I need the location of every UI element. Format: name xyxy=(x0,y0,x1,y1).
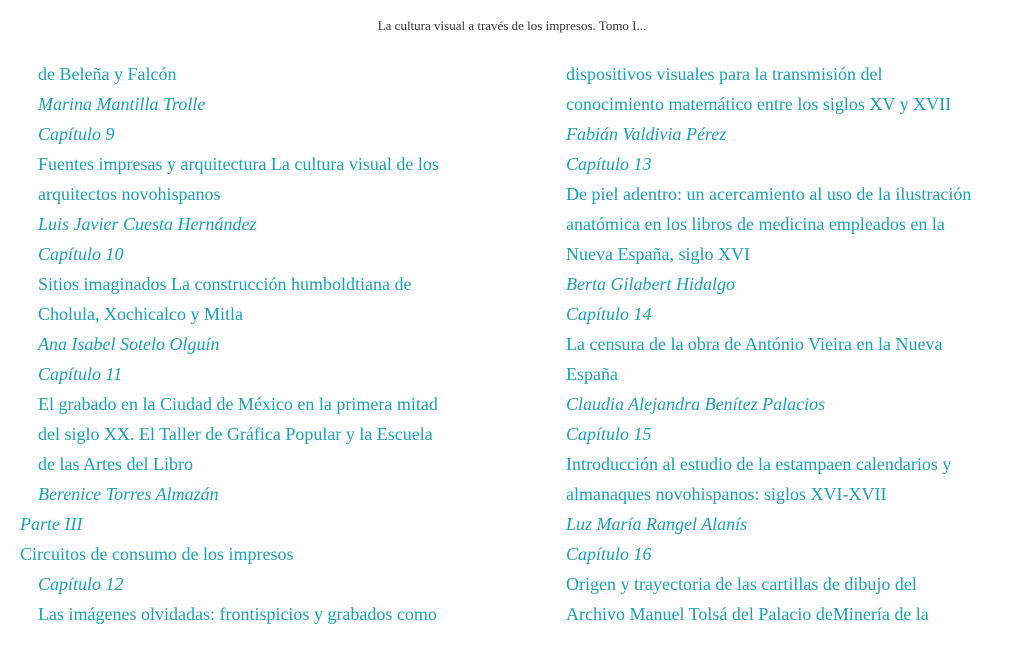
toc-link[interactable]: Fuentes impresas y arquitectura La cultura visual de los xyxy=(38,154,439,174)
toc-link[interactable]: Sitios imaginados La construcción humboldtiana de xyxy=(38,274,412,294)
toc-link[interactable]: dispositivos visuales para la transmisión del xyxy=(566,64,883,84)
toc-link-heading[interactable]: Capítulo 11 xyxy=(38,364,123,384)
toc-link-heading[interactable]: Capítulo 12 xyxy=(38,574,124,594)
toc-column-left xyxy=(20,59,520,629)
toc-link[interactable]: Las imágenes olvidadas: frontispicios y grabados como xyxy=(38,604,437,624)
toc-link-heading[interactable]: Claudia Alejandra Benítez Palacios xyxy=(566,394,826,414)
toc-link[interactable]: Circuitos de consumo de los impresos xyxy=(20,544,294,564)
toc-link[interactable]: De piel adentro: un acercamiento al uso de la ilustración xyxy=(566,184,972,204)
toc-link[interactable]: La censura de la obra de António Vieira en la Nueva xyxy=(566,334,943,354)
toc-link[interactable]: Introducción al estudio de la estampaen calendarios y xyxy=(566,454,952,474)
toc-link-heading[interactable]: Berta Gilabert Hidalgo xyxy=(566,274,735,294)
toc-link[interactable]: España xyxy=(566,364,618,384)
toc-link[interactable]: El grabado en la Ciudad de México en la primera mitad xyxy=(38,394,438,414)
toc-link-heading[interactable]: Berenice Torres Almazán xyxy=(38,484,219,504)
toc-link[interactable]: almanaques novohispanos: siglos XVI-XVII xyxy=(566,484,887,504)
toc-link-heading[interactable]: Capítulo 9 xyxy=(38,124,115,144)
toc-link-heading[interactable]: Capítulo 16 xyxy=(566,544,652,564)
toc-link[interactable]: Cholula, Xochicalco y Mitla xyxy=(38,304,243,324)
toc-link-heading[interactable]: Luz María Rangel Alanís xyxy=(566,514,748,534)
toc-link-heading[interactable]: Marina Mantilla Trolle xyxy=(38,94,206,114)
toc-column-right xyxy=(566,59,1016,629)
toc-link[interactable]: arquitectos novohispanos xyxy=(38,184,221,204)
toc-link[interactable]: conocimiento matemático entre los siglos XV y XVII xyxy=(566,94,952,114)
toc-link[interactable]: de Beleña y Falcón xyxy=(38,64,177,84)
toc-link[interactable]: Nueva España, siglo XVI xyxy=(566,244,750,264)
toc-link[interactable]: del siglo XX. El Taller de Gráfica Popular y la Escuela xyxy=(38,424,433,444)
toc-link-heading[interactable]: Capítulo 10 xyxy=(38,244,124,264)
toc-link-heading[interactable]: Parte III xyxy=(20,514,83,534)
toc-link[interactable]: Archivo Manuel Tolsá del Palacio deMinería de la xyxy=(566,604,929,624)
toc-link[interactable]: anatómica en los libros de medicina empleados en la xyxy=(566,214,945,234)
toc-link-heading[interactable]: Ana Isabel Sotelo Olguín xyxy=(38,334,220,354)
book-title-header: La cultura visual a través de los impresos. Tomo I... xyxy=(377,18,647,33)
toc-link-heading[interactable]: Luis Javier Cuesta Hernández xyxy=(38,214,257,234)
toc-link-heading[interactable]: Capítulo 15 xyxy=(566,424,652,444)
toc-link-heading[interactable]: Fabián Valdivia Pérez xyxy=(566,124,727,144)
toc-link[interactable]: Origen y trayectoria de las cartillas de dibujo del xyxy=(566,574,917,594)
toc-link[interactable]: de las Artes del Libro xyxy=(38,454,193,474)
toc-link-heading[interactable]: Capítulo 13 xyxy=(566,154,652,174)
toc-link-heading[interactable]: Capítulo 14 xyxy=(566,304,652,324)
